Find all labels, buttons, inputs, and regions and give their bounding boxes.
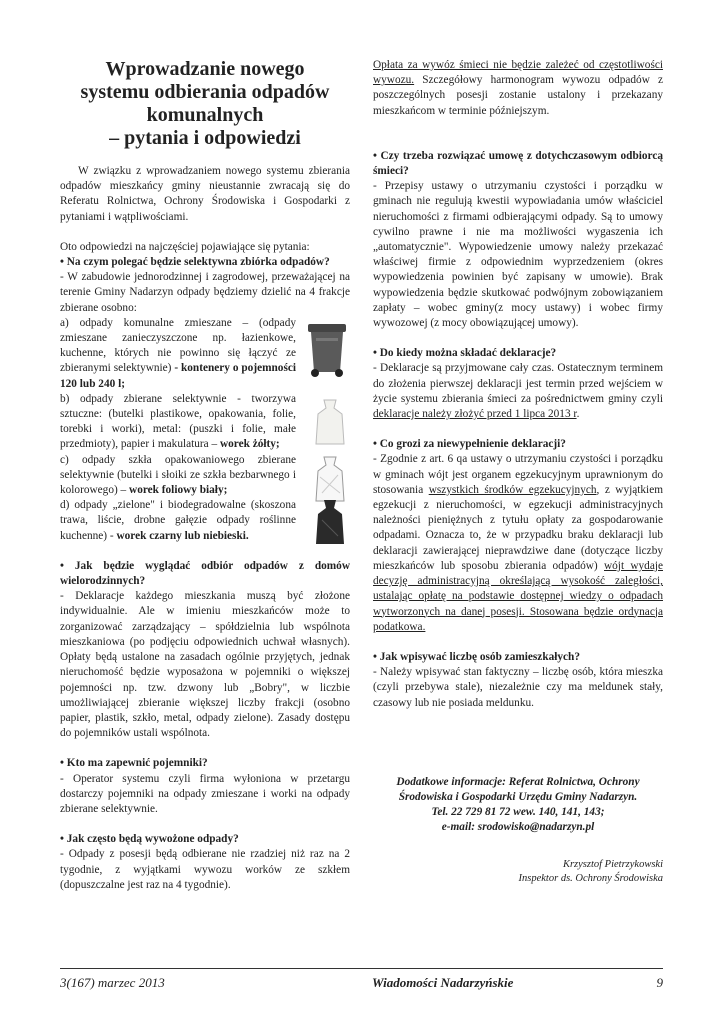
- page-number: 9: [656, 975, 663, 990]
- waste-d-text: d) odpady „zielone" i biodegradowalne (skoszona trawa, liście, drobne gałęzie odpady roślinne kuchenne) -: [60, 499, 296, 542]
- contact-line: Środowiska i Gospodarki Urzędu Gminy Nadarzyn.: [398, 790, 638, 803]
- answer-penalty: [373, 452, 663, 634]
- black-bag-icon: [310, 498, 350, 546]
- deadline-text: - Deklaracje są przyjmowane cały czas. Ostatecznym terminem do złożenia pierwszej deklaracji jest termin przed wejściem w życie systemu zbierania śmieci za pośrednictwem gminy czyli: [373, 362, 663, 405]
- answer-selective: - W zabudowie jednorodzinnej i zagrodowej, przeważającej na terenie Gminy Nadarzyn odpady będziemy dzielić na 4 frakcje zbierane osobno:: [60, 271, 350, 314]
- question-multifamily: • Jak będzie wyglądać odbiór odpadów z domów wielorodzinnych?: [60, 559, 350, 588]
- answer-frequency: - Odpady z posesji będą odbierane nie rzadziej niż raz na 2 tygodnie, z wyjątkami wywozu worków ze szkłem (dopuszczalne jest raz na 4 tygodnie).: [60, 848, 350, 891]
- waste-b-text: b) odpady zbierane selektywnie - tworzywa sztuczne: (butelki plastikowe, opakowania, folie, torebki i worki), metal: (puszki i folie, małe przedmioty), papier i makulatura –: [60, 392, 296, 451]
- fee-paragraph: [373, 58, 663, 119]
- waste-b: [60, 392, 350, 453]
- yellow-bag-icon: [310, 396, 350, 448]
- fee-underlined: Opłata za wywóz śmieci nie będzie zależeć od częstotliwości wywozu.: [373, 59, 663, 87]
- author-role: Inspektor ds. Ochrony Środowiska: [518, 872, 663, 884]
- answer-multifamily: - Deklaracje każdego mieszkania muszą być złożone indywidualnie. Ale w imieniu mieszkańców może to zorganizować zarządzający – spółdzielnia lub wspólnota mieszkaniowa (po podjęciu odpowiednich uchwał własnych). Opłaty będą ustalone na zasadach ogólnie przyjętych, jednak nieruchomość będzie wyposażona w pojemniki o większej pojemności np. tzw. dzwony lub „Bobry", w liczbie umożliwiającej zbieranie większej liczby frakcji (osobno papier, plastik, szkło, metal, odpady zielone). Zasady dostępu do pojemników ustali wspólnota.: [60, 590, 350, 740]
- title-line: – pytania i odpowiedzi: [109, 127, 301, 149]
- magazine-name: Wiadomości Nadarzyńskie: [372, 975, 514, 990]
- contact-phone: Tel. 22 729 81 72 wew. 140, 141, 143;: [431, 806, 605, 819]
- waste-a-text: a) odpady komunalne zmieszane – (odpady zmieszane zanieczyszczone np. łazienkowe, kuchenne, których nie powinno się łączyć ze zbieranymi selektywnie): [60, 316, 296, 375]
- waste-a: [60, 316, 350, 392]
- answer-containers: - Operator systemu czyli firma wyłoniona w przetargu dostarczy pojemniki na odpady zmieszane i worki na odpady zbierane selektywnie.: [60, 772, 350, 815]
- deadline-underlined: deklaracje należy złożyć przed 1 lipca 2013 r: [373, 408, 577, 421]
- right-column: [373, 58, 663, 886]
- waste-b-bag: worek żółty;: [219, 438, 280, 451]
- waste-d-bag: worek czarny lub niebieski.: [116, 529, 249, 542]
- author-name: Krzysztof Pietrzykowski: [562, 858, 663, 870]
- contact-line: Dodatkowe informacje: Referat Rolnictwa, Ochrony: [396, 775, 640, 788]
- answer-contract: - Przepisy ustawy o utrzymaniu czystości i porządku w gminach nie regulują kwestii wypowiadania umów właściciel nieruchomości z firmami odbierającymi odpady. Są to umowy cywilno prawne i nie ma możliwości wygaszenia ich „automatycznie". Wypowiedzenie umowy należy przekazać właściwej firmie z odpowiednim wyprzedzeniem (okres wypowiedzenia powinien być zapisany w umowie). Brak wypowiedzenia będzie skutkować podwójnym zobowiązaniem zapłaty – wobec gminy(z mocy ustawy) i wobec firmy wywozowej (z mocy obowiązującej umowy).: [373, 180, 663, 330]
- contact-info: [373, 775, 663, 836]
- question-contract: • Czy trzeba rozwiązać umowę z dotychczasowym odbiorcą śmieci?: [373, 149, 663, 178]
- waste-d: [60, 498, 350, 544]
- waste-c: [60, 453, 350, 499]
- waste-c-bag: worek foliowy biały;: [129, 484, 228, 497]
- penalty-underlined-2: wójt wydaje decyzję administracyjną określającą wysokość zaległości, ustalając opłatę na podstawie dostępnej wiedzy o odpadach wytworzonych na danej posesji. Stosowana będzie ordynacja podatkowa.: [373, 559, 663, 633]
- question-frequency: • Jak często będą wywożone odpady?: [60, 833, 239, 846]
- article-title: [60, 58, 350, 150]
- penalty-underlined-1: wszystkich środków egzekucyjnych: [428, 483, 597, 496]
- title-line: Wprowadzanie nowego: [105, 58, 305, 80]
- answer-residents: - Należy wpisywać stan faktyczny – liczbę osób, która mieszka (czyli przebywa stale), niezależnie czy ma meldunek stały, czasowy lub nie posiada meldunku.: [373, 666, 663, 709]
- waste-c-text: c) odpady szkła opakowaniowego zbierane selektywnie (butelki i słoiki ze szkła bezbarwnego i kolorowego) –: [60, 453, 296, 497]
- title-line: systemu odbierania odpadów: [80, 81, 330, 103]
- fee-text: Szczegółowy harmonogram wywozu odpadów z poszczególnych posesji zostanie ustalony i przekazany mieszkańcom w terminie późniejszym.: [373, 74, 663, 117]
- issue-number: 3(167) marzec 2013: [60, 975, 165, 990]
- penalty-text-2: , z wyjątkiem egzekucji z nieruchomości, w egzekucji administracyjnych należności pieniężnych z tytułu opłaty za gospodarowanie odpadami. Oznacza to, że w przypadku braku deklaracji lub deklaracji zawierającej nieprawdziwe dane (dotyczące liczby mieszkańców lub sposobu zbierania odpadów): [373, 483, 663, 572]
- question-containers: • Kto ma zapewnić pojemniki?: [60, 757, 208, 770]
- question-deadline: • Do kiedy można składać deklaracje?: [373, 347, 557, 360]
- title-line: komunalnych: [146, 104, 264, 126]
- waste-a-container: - kontenery o pojemności 120 lub 240 l;: [60, 362, 296, 390]
- contact-email: e-mail: srodowisko@nadarzyn.pl: [441, 821, 595, 834]
- deadline-end: .: [576, 408, 580, 421]
- footer-rule: [60, 968, 663, 969]
- white-bag-icon: [310, 453, 350, 505]
- bin-icon: [304, 318, 350, 378]
- left-column: [60, 58, 350, 893]
- question-selective: • Na czym polegać będzie selektywna zbiórka odpadów?: [60, 256, 330, 269]
- intro-paragraph: W związku z wprowadzaniem nowego systemu zbierania odpadów mieszkańcy gminy nieustannie zwracają się do Referatu Rolnictwa, Ochrony Środowiska i Gospodarki z pytaniami i wątpliwościami.: [60, 165, 350, 223]
- penalty-text-1: - Zgodnie z art. 6 qa ustawy o utrzymaniu czystości i porządku w gminach wójt jest organem egzekucyjnym uprawnionym do stosowania: [373, 453, 663, 496]
- signature: [373, 858, 663, 886]
- page-footer: [60, 975, 663, 995]
- answer-deadline: [373, 361, 663, 422]
- lead-text: Oto odpowiedzi na najczęściej pojawiające się pytania:: [60, 240, 310, 253]
- question-residents: • Jak wpisywać liczbę osób zamieszkałych?: [373, 650, 580, 663]
- question-penalty: • Co grozi za niewypełnienie deklaracji?: [373, 438, 566, 451]
